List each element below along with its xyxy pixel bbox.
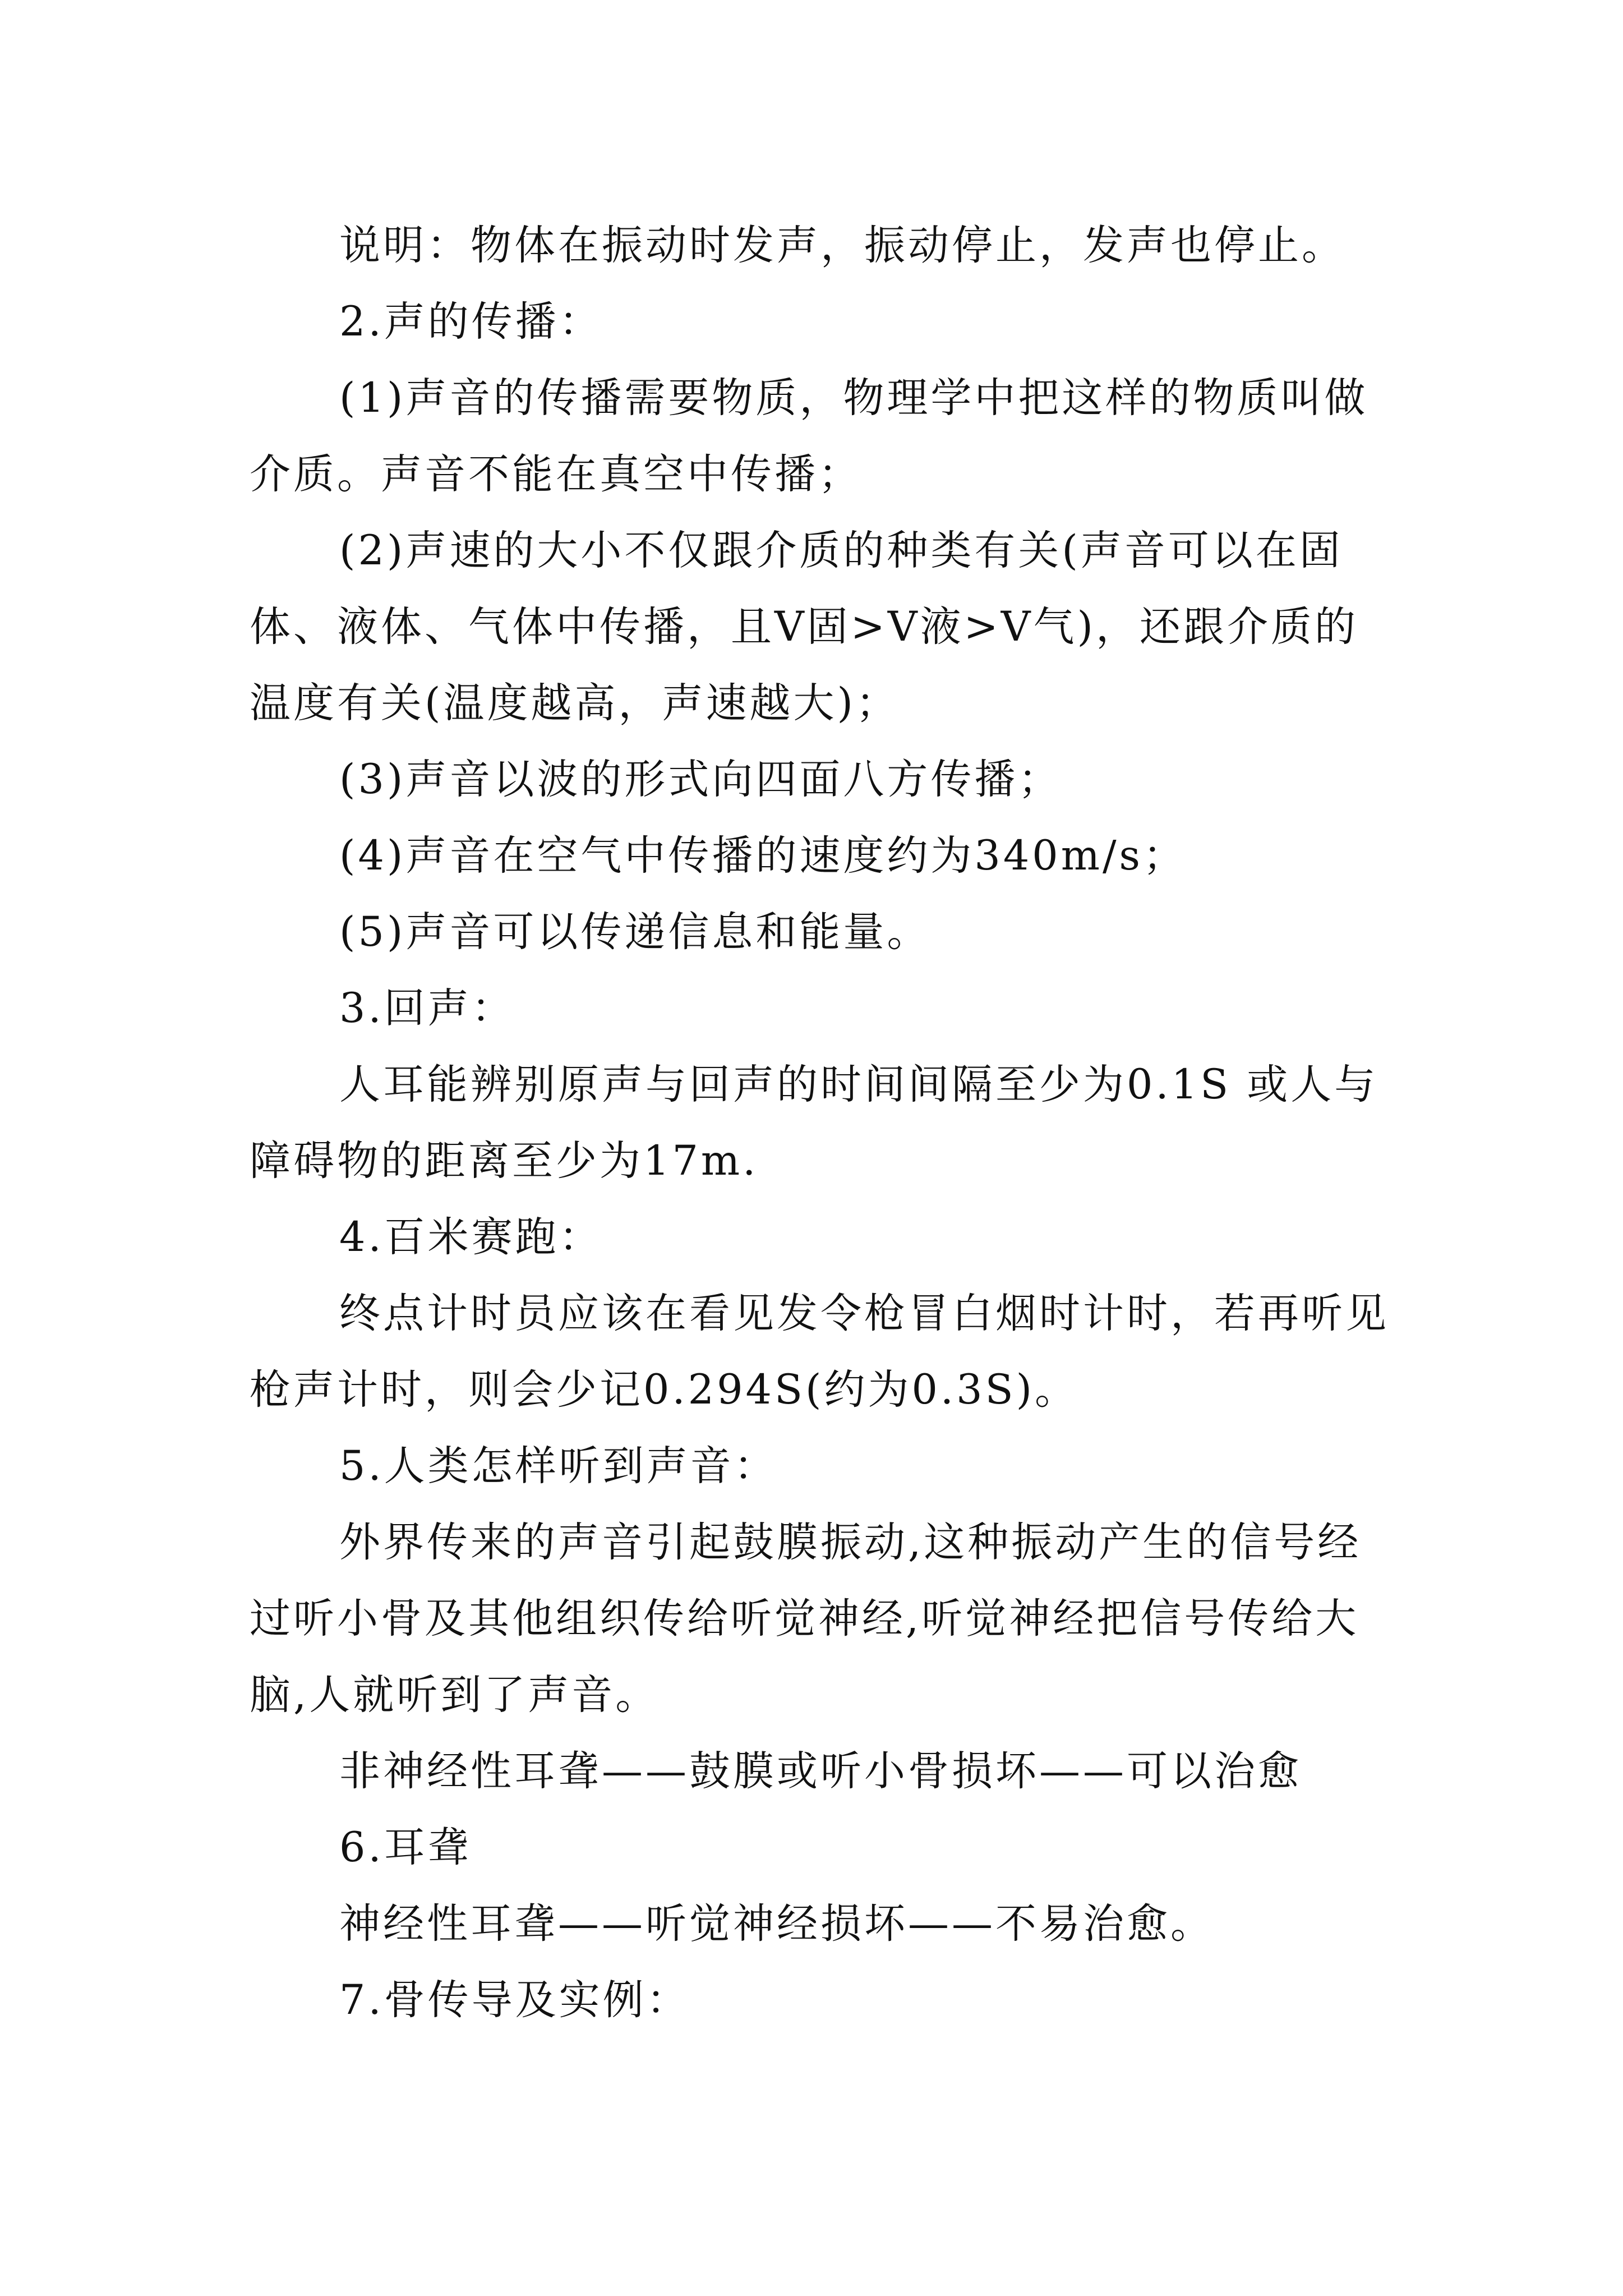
- heading-echo: 3.回声：: [339, 984, 515, 1032]
- heading-hearing: 5.人类怎样听到声音：: [339, 1442, 778, 1490]
- document-body: [250, 208, 1391, 2039]
- paragraph-information-energy: (5)声音可以传递信息和能量。: [339, 908, 931, 956]
- paragraph-hearing: 外界传来的声音引起鼓膜振动,这种振动产生的信号经过听小骨及其他组织传给听觉神经,听觉神经把信号传给大脑,人就听到了声音。: [250, 1519, 1362, 1719]
- heading-sound-propagation: 2.声的传播：: [339, 298, 603, 346]
- paragraph-speed-of-sound: (2)声速的大小不仅跟介质的种类有关(声音可以在固体、液体、气体中传播，且V固>V液>V气)，还跟介质的温度有关(温度越高，声速越大)；: [250, 527, 1358, 727]
- heading-bone-conduction: 7.骨传导及实例：: [339, 1976, 690, 2024]
- paragraph-100m-race: 终点计时员应该在看见发令枪冒白烟时计时，若再听见枪声计时，则会少记0.294S(约为0.3S)。: [250, 1290, 1389, 1414]
- paragraph-medium: (1)声音的传播需要物质，物理学中把这样的物质叫做介质。声音不能在真空中传播；: [250, 374, 1368, 498]
- heading-100m-race: 4.百米赛跑：: [339, 1213, 603, 1261]
- paragraph-wave-form: (3)声音以波的形式向四面八方传播；: [339, 756, 1062, 803]
- paragraph-sound-production: 说明：物体在振动时发声，振动停止，发声也停止。: [339, 222, 1345, 269]
- paragraph-speed-in-air: (4)声音在空气中传播的速度约为340m/s；: [339, 832, 1187, 880]
- paragraph-neural-deafness: 神经性耳聋——听觉神经损坏——不易治愈。: [339, 1900, 1214, 1948]
- paragraph-non-neural-deafness: 非神经性耳聋——鼓膜或听小骨损坏——可以治愈: [339, 1747, 1302, 1795]
- paragraph-echo: 人耳能辨别原声与回声的时间间隔至少为0.1S 或人与障碍物的距离至少为17m.: [250, 1061, 1378, 1185]
- heading-deafness: 6.耳聋: [339, 1824, 472, 1871]
